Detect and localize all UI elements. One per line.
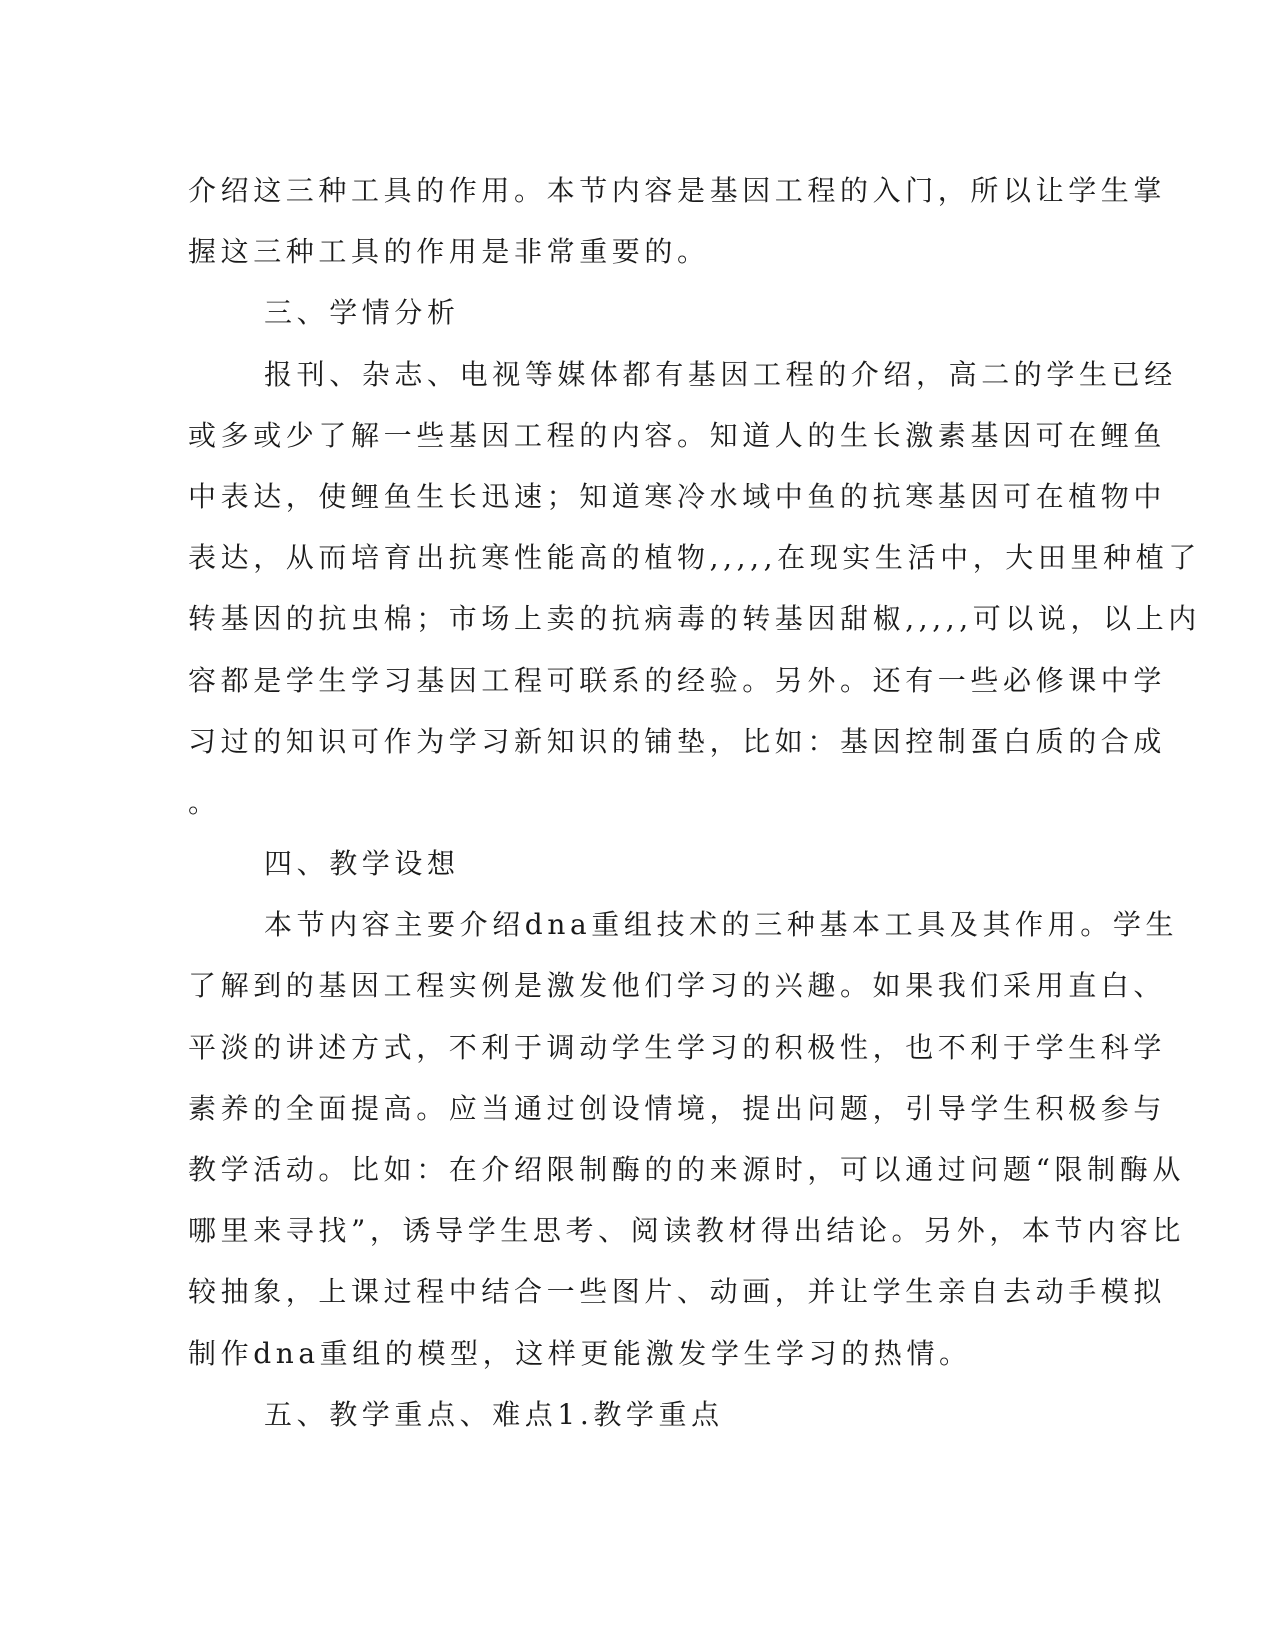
paragraph-line: 哪里来寻找”，诱导学生思考、阅读教材得出结论。另外，本节内容比 [188,1214,1185,1248]
paragraph-line: 握这三种工具的作用是非常重要的。 [188,235,710,269]
paragraph-line: 较抽象，上课过程中结合一些图片、动画，并让学生亲自去动手模拟 [188,1275,1167,1309]
paragraph-line: 容都是学生学习基因工程可联系的经验。另外。还有一些必修课中学 [188,663,1167,697]
section-heading: 四、教学设想 [264,847,460,881]
paragraph-line: 报刊、杂志、电视等媒体都有基因工程的介绍，高二的学生已经 [264,357,1177,391]
paragraph-line: 本节内容主要介绍dna重组技术的三种基本工具及其作用。学生 [264,908,1179,942]
section-heading: 五、教学重点、难点1.教学重点 [264,1397,724,1431]
section-heading: 三、学情分析 [264,296,460,330]
paragraph-line: 习过的知识可作为学习新知识的铺垫，比如：基因控制蛋白质的合成 [188,724,1167,758]
paragraph-line: 转基因的抗虫棉；市场上卖的抗病毒的转基因甜椒,,,,,可以说，以上内 [188,602,1201,636]
paragraph-line: 制作dna重组的模型，这样更能激发学生学习的热情。 [188,1336,972,1370]
paragraph-line: 平淡的讲述方式，不利于调动学生学习的积极性，也不利于学生科学 [188,1030,1167,1064]
paragraph-line: 素养的全面提高。应当通过创设情境，提出问题，引导学生积极参与 [188,1091,1167,1125]
paragraph-line: 教学活动。比如：在介绍限制酶的的来源时，可以通过问题“限制酶从 [188,1153,1185,1186]
paragraph-line: 或多或少了解一些基因工程的内容。知道人的生长激素基因可在鲤鱼 [188,418,1167,452]
paragraph-line: 介绍这三种工具的作用。本节内容是基因工程的入门，所以让学生掌 [188,174,1167,207]
paragraph-line: 表达，从而培育出抗寒性能高的植物,,,,,在现实生活中，大田里种植了 [188,541,1201,575]
paragraph-line: 了解到的基因工程实例是激发他们学习的兴趣。如果我们采用直白、 [188,969,1167,1003]
paragraph-line: 中表达，使鲤鱼生长迅速；知道寒冷水域中鱼的抗寒基因可在植物中 [188,479,1167,513]
paragraph-line: 。 [188,785,221,819]
document-body [188,160,1201,1445]
